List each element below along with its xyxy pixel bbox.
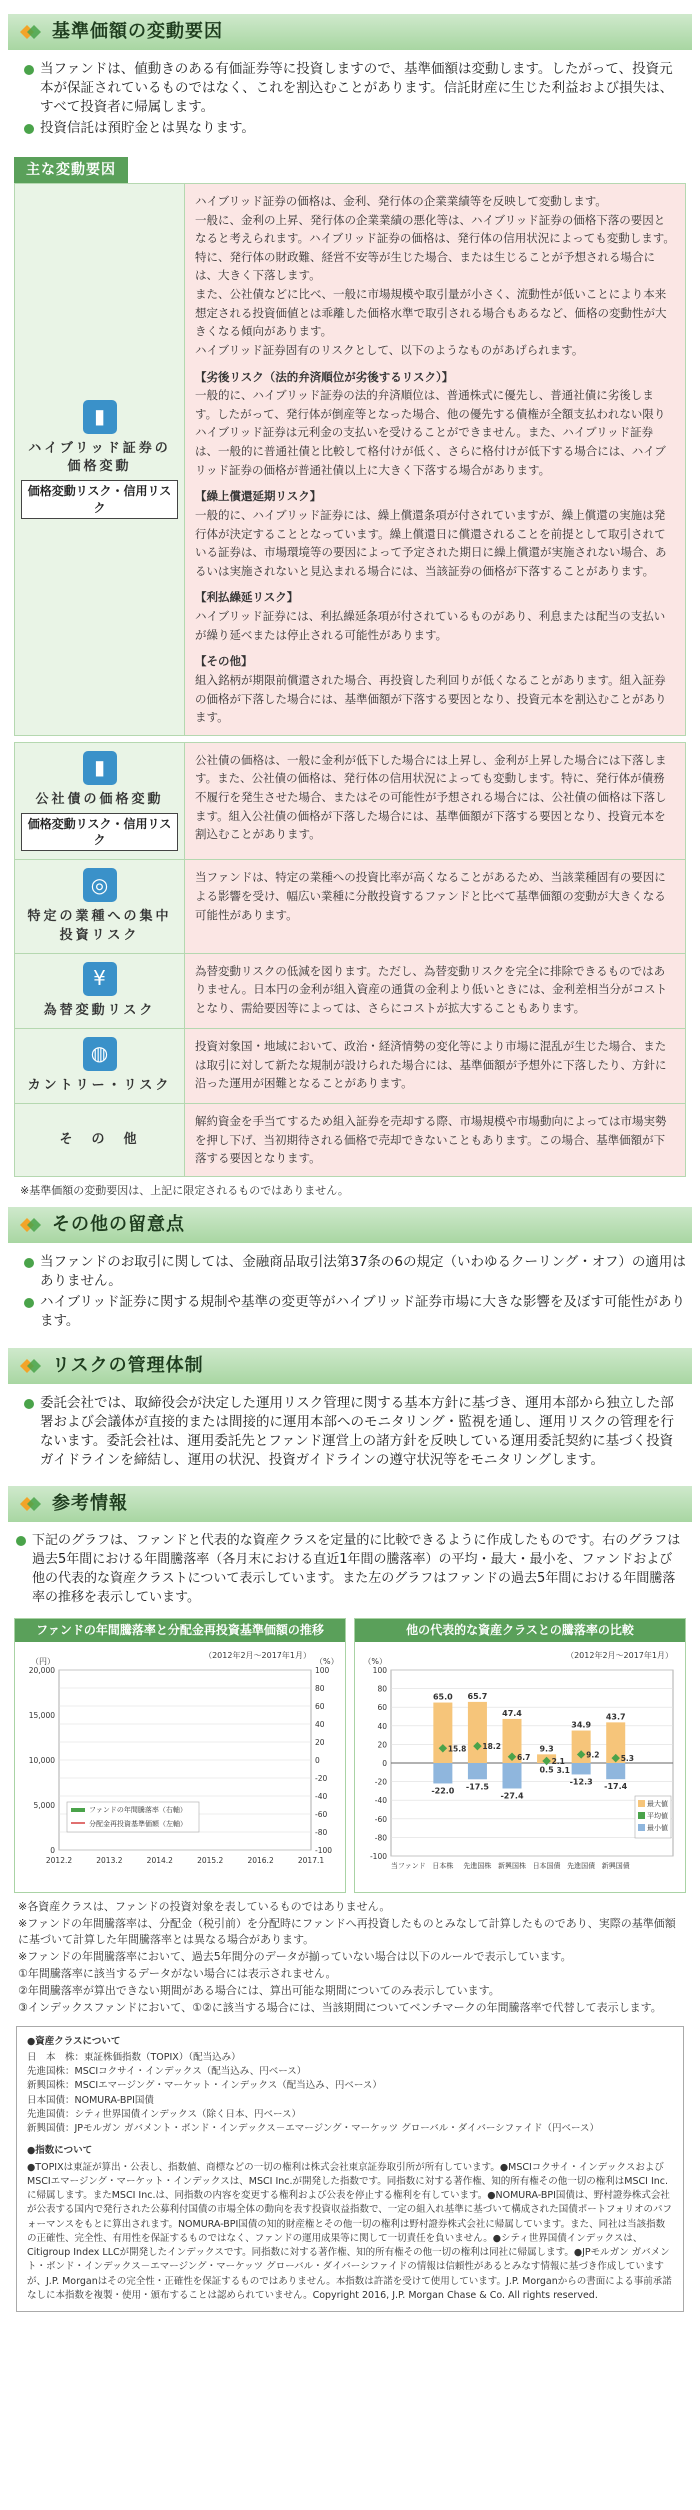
risk-label-cell — [15, 1028, 185, 1103]
min-bar — [433, 1763, 452, 1783]
max-label: 43.7 — [605, 1712, 626, 1722]
min-bar — [606, 1763, 625, 1779]
x-tick: 2016.2 — [247, 1855, 274, 1865]
avg-label: 9.2 — [586, 1750, 600, 1760]
target-icon: ◎ — [83, 868, 117, 902]
y-right-tick: -40 — [315, 1791, 328, 1801]
y-tick: 40 — [377, 1721, 387, 1731]
y-left-tick: 0 — [50, 1845, 55, 1855]
x-tick: 2014.2 — [146, 1855, 173, 1865]
y-right-tick: 0 — [315, 1755, 320, 1765]
risk-label-cell — [15, 742, 185, 860]
legend-label: 最小値 — [647, 1823, 668, 1832]
section-title: その他の留意点 — [52, 1213, 185, 1235]
risk-title: 特定の業種への集中投資リスク — [27, 909, 172, 943]
chart-title: 他の代表的な資産クラスとの騰落率の比較 — [355, 1619, 685, 1642]
bar-chart-icon: ▮ — [83, 400, 117, 434]
risk-paragraph: 一般に、金利の上昇、発行体の企業業績の悪化等は、ハイブリッド証券の価格下落の要因となると考えられます。ハイブリッド証券の価格は、発行体の信用状況によっても変動します。特に、発行体の財政難、経営不安等が生じた場合、または生じることが予想される場合には、大きく下落します。 — [195, 212, 675, 283]
y-unit: （%） — [363, 1656, 387, 1666]
y-tick: 0 — [382, 1758, 387, 1768]
x-tick: 日本株 — [432, 1861, 454, 1870]
ref-line: 先進国株：MSCIコクサイ・インデックス（配当込み、円ベース） — [27, 2066, 307, 2077]
risk-row — [15, 183, 686, 735]
min-label: -17.4 — [604, 1782, 628, 1792]
risk-label-cell — [15, 183, 185, 735]
risk-body: 投資対象国・地域において、政治・経済情勢の変化等により市場に混乱が生じた場合、または取引に対して新たな規制が設けられた場合には、基準価額が予想外に下落したり、方針に沿った運用が困難となることがあります。 — [185, 1028, 686, 1103]
ref-line: 新興国債：JPモルガン ガバメント・ボンド・インデックス－エマージング・マーケッツ グローバル・ダイバーシファイド（円ベース） — [27, 2123, 599, 2134]
max-label: 65.7 — [467, 1691, 488, 1701]
x-tick: 新興国株 — [498, 1861, 526, 1870]
footnote: ③インデックスファンドにおいて、①②に該当する場合には、当該期間についてベンチマークの年間騰落率で代替して表示します。 — [18, 2000, 662, 2014]
section-title: リスクの管理体制 — [52, 1354, 204, 1376]
risk-label-cell — [15, 953, 185, 1028]
reference-intro: 下記のグラフは、ファンドと代表的な資産クラスを定量的に比較できるように作成したものです。右のグラフは過去5年間における年間騰落率（各月末における直近1年間の騰落率）の平均・最大・最小を、ファンドおよび他の代表的な資産クラストについて表示しています。また左のグラフはファンドの過去5年間における年間騰落率の推移を表示しています。 — [8, 1522, 692, 1611]
line-chart — [15, 1642, 345, 1892]
risk-row — [15, 1028, 686, 1103]
risk-paragraph: ハイブリッド証券には、利払繰延条項が付されているものがあり、利息または配当の支払いが繰り延べまたは停止される可能性があります。 — [195, 609, 666, 642]
section-header-risk-management — [8, 1348, 692, 1384]
y-left-tick: 10,000 — [28, 1755, 55, 1765]
min-label: -27.4 — [500, 1791, 524, 1801]
x-tick: 先進国株 — [463, 1861, 492, 1870]
y-tick: 20 — [377, 1740, 387, 1750]
min-label: -12.3 — [569, 1777, 593, 1787]
risk-body: 解約資金を手当てするため組入証券を売却する際、市場規模や市場動向によっては市場実勢を押し下げ、当初期待される価格で売却できないこともあります。この場合、基準価額が下落する要因となります。 — [185, 1104, 686, 1177]
max-label: 9.3 — [539, 1744, 554, 1754]
max-label: 47.4 — [502, 1708, 522, 1718]
risk-row — [15, 860, 686, 953]
bar-chart — [355, 1642, 685, 1892]
y-right-unit: （%） — [315, 1656, 339, 1666]
risk-paragraph: 一般的に、ハイブリッド証券には、繰上償還条項が付されていますが、繰上償還の実施は発行体が決定することとなっています。繰上償還日に償還されることを前提として取引されている証券は、市場環境等の要因によって予定された期日に繰上償還が実施されない場合、あるいは実施されないと見込まれる場合には、当該証券の価格が下落することがあります。 — [195, 507, 667, 578]
avg-label: 5.3 — [620, 1754, 635, 1764]
y-tick: 60 — [377, 1703, 387, 1713]
y-right-tick: 40 — [315, 1719, 325, 1729]
section-header-other-notes — [8, 1207, 692, 1243]
y-tick: -20 — [374, 1777, 387, 1787]
bar-chart-box — [354, 1618, 686, 1893]
footnote: ①年間騰落率に該当するデータがない場合には表示されません。 — [18, 1966, 337, 1980]
extra-label: 3.1 — [556, 1765, 570, 1775]
avg-label: 2.1 — [551, 1756, 565, 1766]
risk-body: 当ファンドは、特定の業種への投資比率が高くなることがあるため、当該業種固有の要因による影響を受け、幅広い業種に分散投資するファンドと比べて基準価額の変動が大きくなる可能性があります。 — [185, 860, 686, 953]
x-tick: 日本国債 — [532, 1861, 561, 1870]
diamond-mark-icon — [18, 1355, 44, 1377]
chart-period: （2012年2月～2017年1月） — [204, 1650, 311, 1660]
currency-exchange-icon: ¥ — [83, 962, 117, 996]
x-tick: 2017.1 — [297, 1855, 325, 1865]
risk-paragraph: 一般的に、ハイブリッド証券の法的弁済順位は、普通株式に優先し、普通社債に劣後します。したがって、発行体が倒産等となった場合、他の優先する債権が全額支払われない限りハイブリッド証券は元利金の支払いを受けることができません。また、ハイブリッド証券は、一般的に普通社債と比較して格付けが低く、さらに格付けが低下する場合には、ハイブリッド証券の価格が普通社債以上に大きく下落する場合があります。 — [195, 388, 666, 477]
section-title: 基準価額の変動要因 — [52, 20, 223, 42]
risk-note: ※基準価額の変動要因は、上記に限定されるものではありません。 — [20, 1183, 349, 1197]
risk-subheading: 【その他】 — [195, 654, 253, 669]
risk-body: 為替変動リスクの低減を図ります。ただし、為替変動リスクを完全に排除できるものではありません。日本円の金利が組入資産の通貨の金利より低いときには、金利差相当分がコストとなり、需給要因等によっては、さらにコストが拡大することもあります。 — [185, 953, 686, 1028]
asset-class-reference-box — [16, 2026, 684, 2313]
ref-box-title: ●指数について — [27, 2145, 93, 2157]
y-left-tick: 5,000 — [33, 1800, 55, 1810]
min-label: 0.5 — [539, 1765, 554, 1775]
bullet-item: ハイブリッド証券に関する規制や基準の変更等がハイブリッド証券市場に大きな影響を及ぼす可能性があります。 — [22, 1293, 686, 1331]
x-tick: 新興国債 — [601, 1861, 630, 1870]
risk-label-cell — [15, 860, 185, 953]
legend-swatch — [638, 1824, 645, 1831]
x-tick: 2015.2 — [197, 1855, 224, 1865]
risk-subheading: 【劣後リスク（法的弁済順位が劣後するリスク）】 — [195, 369, 454, 384]
legend-label: 平均値 — [647, 1811, 668, 1820]
risk-paragraph: また、公社債などに比べ、一般に市場規模や取引量が小さく、流動性が低いことにより本来想定される投資価値とは乖離した価格水準で取引される場合もあるなど、価格の変動性が大きくなる傾向があります。 — [195, 287, 667, 339]
y-right-tick: 60 — [315, 1701, 325, 1711]
y-right-tick: -20 — [315, 1773, 328, 1783]
ref-line: 日 本 株：東証株価指数（TOPIX）（配当込み） — [27, 2051, 241, 2063]
max-label: 34.9 — [571, 1720, 592, 1730]
avg-label: 15.8 — [447, 1744, 467, 1754]
legend-swatch — [638, 1800, 645, 1807]
y-right-tick: 20 — [315, 1737, 325, 1747]
bullet-item: 投資信託は預貯金とは異なります。 — [22, 119, 686, 138]
y-right-tick: -80 — [315, 1827, 328, 1837]
y-tick: -80 — [374, 1833, 387, 1843]
risk-row — [15, 953, 686, 1028]
y-right-tick: 100 — [315, 1665, 330, 1675]
y-tick: 80 — [377, 1684, 387, 1694]
s1-bullet-list — [8, 50, 692, 147]
legend-swatch — [71, 1808, 85, 1812]
section-header-volatility — [8, 14, 692, 50]
y-tick: -40 — [374, 1796, 387, 1806]
legend-label: 最大値 — [647, 1799, 668, 1808]
section-header-reference — [8, 1486, 692, 1522]
risk-body — [185, 183, 686, 735]
risk-row — [15, 1104, 686, 1177]
y-tick: 100 — [372, 1665, 387, 1675]
risk-table — [14, 183, 686, 736]
risk-table-2 — [14, 742, 686, 1177]
bullet-item: 当ファンドのお取引に関しては、金融商品取引法第37条の6の規定（いわゆるクーリング・オフ）の適用はありません。 — [22, 1253, 686, 1291]
risk-subtitle: 価格変動リスク・信用リスク — [21, 480, 178, 518]
y-right-tick: -60 — [315, 1809, 328, 1819]
s2-bullet-list — [8, 1243, 692, 1340]
max-bar — [433, 1702, 452, 1762]
min-bar — [572, 1763, 591, 1774]
ref-body: ●TOPIXは東証が算出・公表し、指数値、商標などの一切の権利は株式会社東京証券取引所が所有しています。●MSCIコクサイ・インデックスおよびMSCIエマージング・マーケット・インデックスは、MSCI Inc.が開発した指数です。同指数に対する著作権、知的所有権その他一切の権利はMSCI Inc.に帰属します。またMSCI Inc.は、同指数の内容を変更する権利および公表を停止する権利を有しています。●NOMURA-BPI国債は、野村證券株式会社が公表する国内で発行された公募利付国債の市場全体の動向を表す投資収益指数で、一定の組入れ基準に基づいて構成された国債ポートフォリオのパフォーマンスをもとに算出されます。NOMURA-BPI国債の知的財産権とその他一切の権利は野村證券株式会社に帰属しています。また、同社は当該指数の正確性、完全性、有用性を保証するものではなく、ファンドの運用成果等に関して一切責任を負いません。●シティ世界国債インデックスは、Citigroup Index LLCが開発したインデックスです。同指数に対する著作権、知的所有権その他一切の権利は同社に帰属します。●JPモルガン ガバメント・ボンド・インデックス－エマージング・マーケッツ グローバル・ダイバーシファイドの情報は信頼性があるとみなす情報に基づき作成していますが、J.P. Morganはその完全性・正確性を保証するものではありません。本指数は許諾を受けて使用しています。J.P. Morganからの書面による事前承諾なしに本指数を複製・使用・頒布することは認められていません。Copyright 2016, J.P. Morgan Chase & Co. All rights reserved. — [27, 2161, 672, 2301]
y-right-tick: -100 — [315, 1845, 333, 1855]
x-tick: 当ファンド — [390, 1861, 426, 1870]
min-bar — [502, 1763, 521, 1788]
footnote: ※ファンドの年間騰落率は、分配金（税引前）を分配時にファンドへ再投資したものとみなして計算したものであり、実際の基準価額に基づいて計算した年間騰落率とは異なる場合があります。 — [18, 1916, 676, 1946]
risk-title: ハイブリッド証券の価格変動 — [28, 440, 171, 475]
min-bar — [468, 1763, 487, 1779]
chart-period: （2012年2月～2017年1月） — [566, 1650, 673, 1660]
risk-subtitle: 価格変動リスク・信用リスク — [21, 813, 178, 851]
bullet-item: 当ファンドは、値動きのある有価証券等に投資しますので、基準価額は変動します。したがって、投資元本が保証されているものではなく、これを割込むことがあります。信託財産に生じた利益および損失は、すべて投資者に帰属します。 — [22, 60, 686, 117]
s3-bullet-list — [8, 1384, 692, 1479]
diamond-mark-icon — [18, 21, 44, 43]
legend-label: 分配金再投資基準価額（左軸） — [89, 1819, 187, 1828]
risk-paragraph: 組入銘柄が期限前償還された場合、再投資した利回りが低くなることがあります。組入証券の価格が下落した場合には、基準価額が下落する要因となり、投資元本を割込むことがあります。 — [195, 672, 667, 725]
y-left-tick: 15,000 — [28, 1710, 55, 1720]
risk-label-cell — [15, 1104, 185, 1177]
legend-swatch — [638, 1812, 645, 1819]
charts-row — [8, 1612, 692, 1893]
avg-label: 6.7 — [517, 1752, 531, 1762]
bar-chart-icon: ▮ — [83, 751, 117, 785]
legend-label: ファンドの年間騰落率（右軸） — [89, 1805, 187, 1814]
y-left-unit: （円） — [31, 1656, 55, 1666]
min-label: -17.5 — [465, 1782, 489, 1792]
risk-body: 公社債の価格は、一般に金利が低下した場合には上昇し、金利が上昇した場合には下落します。また、公社債の価格は、発行体の信用状況によっても変動します。特に、発行体が債務不履行を発生させた場合、またはその可能性が予想される場合には、公社債の価格は下落します。組入公社債の価格が下落した場合には、基準価額が下落する要因となり、投資元本を割込むことがあります。 — [185, 742, 686, 860]
x-tick: 先進国債 — [567, 1861, 596, 1870]
risk-paragraph: ハイブリッド証券の価格は、金利、発行体の企業業績等を反映して変動します。 — [195, 193, 607, 208]
footnote: ②年間騰落率が算出できない期間がある場合には、算出可能な期間についてのみ表示しています。 — [18, 1983, 500, 1997]
risk-title: そ の 他 — [59, 1131, 140, 1147]
risk-row — [15, 742, 686, 860]
risk-paragraph: ハイブリッド証券固有のリスクとして、以下のようなものがあげられます。 — [195, 342, 584, 357]
max-bar — [468, 1702, 487, 1763]
max-label: 65.0 — [432, 1692, 453, 1702]
y-tick: -100 — [369, 1851, 387, 1861]
section-title: 参考情報 — [52, 1493, 128, 1515]
ref-line: 先進国債：シティ世界国債インデックス（除く日本、円ベース） — [27, 2108, 301, 2120]
x-tick: 2013.2 — [96, 1855, 123, 1865]
diamond-mark-icon — [18, 1214, 44, 1236]
risk-subheading: 【繰上償還延期リスク】 — [195, 489, 322, 504]
footnote: ※各資産クラスは、ファンドの投資対象を表しているものではありません。 — [18, 1899, 391, 1913]
chart-title: ファンドの年間騰落率と分配金再投資基準価額の推移 — [15, 1619, 345, 1642]
risk-title: 為替変動リスク — [43, 1002, 156, 1018]
x-tick: 2012.2 — [45, 1855, 73, 1865]
risk-title: カントリー・リスク — [27, 1077, 172, 1093]
risk-title: 公社債の価格変動 — [35, 791, 164, 807]
risk-table-label: 主な変動要因 — [14, 157, 128, 183]
min-label: -22.0 — [431, 1786, 455, 1796]
risk-subheading: 【利払繰延リスク】 — [195, 590, 299, 605]
avg-label: 18.2 — [482, 1742, 501, 1752]
y-right-tick: 80 — [315, 1683, 325, 1693]
risk-table-wrap — [8, 147, 692, 1199]
y-left-tick: 20,000 — [28, 1665, 55, 1675]
chart-footnotes — [8, 1893, 692, 2016]
globe-icon: ◍ — [83, 1037, 117, 1071]
footnote: ※ファンドの年間騰落率において、過去5年間分のデータが揃っていない場合は以下のルールで表示しています。 — [18, 1949, 572, 1963]
y-tick: -60 — [374, 1814, 387, 1824]
ref-box-title: ●資産クラスについて — [27, 2035, 121, 2047]
line-chart-box — [14, 1618, 346, 1893]
bullet-item: 委託会社では、取締役会が決定した運用リスク管理に関する基本方針に基づき、運用本部から独立した部署および会議体が直接的または間接的に運用本部へのモニタリング・監視を通し、運用リスクの管理を行ないます。委託会社は、運用委託先とファンド運営上の諸方針を反映している運用委託契約に基づく投資ガイドラインを締結し、運用の状況、投資ガイドラインの遵守状況等をモニタリングします。 — [22, 1394, 686, 1471]
ref-line: 日本国債：NOMURA-BPI国債 — [27, 2094, 154, 2106]
ref-line: 新興国株：MSCIエマージング・マーケット・インデックス（配当込み、円ベース） — [27, 2080, 382, 2092]
diamond-mark-icon — [18, 1493, 44, 1515]
